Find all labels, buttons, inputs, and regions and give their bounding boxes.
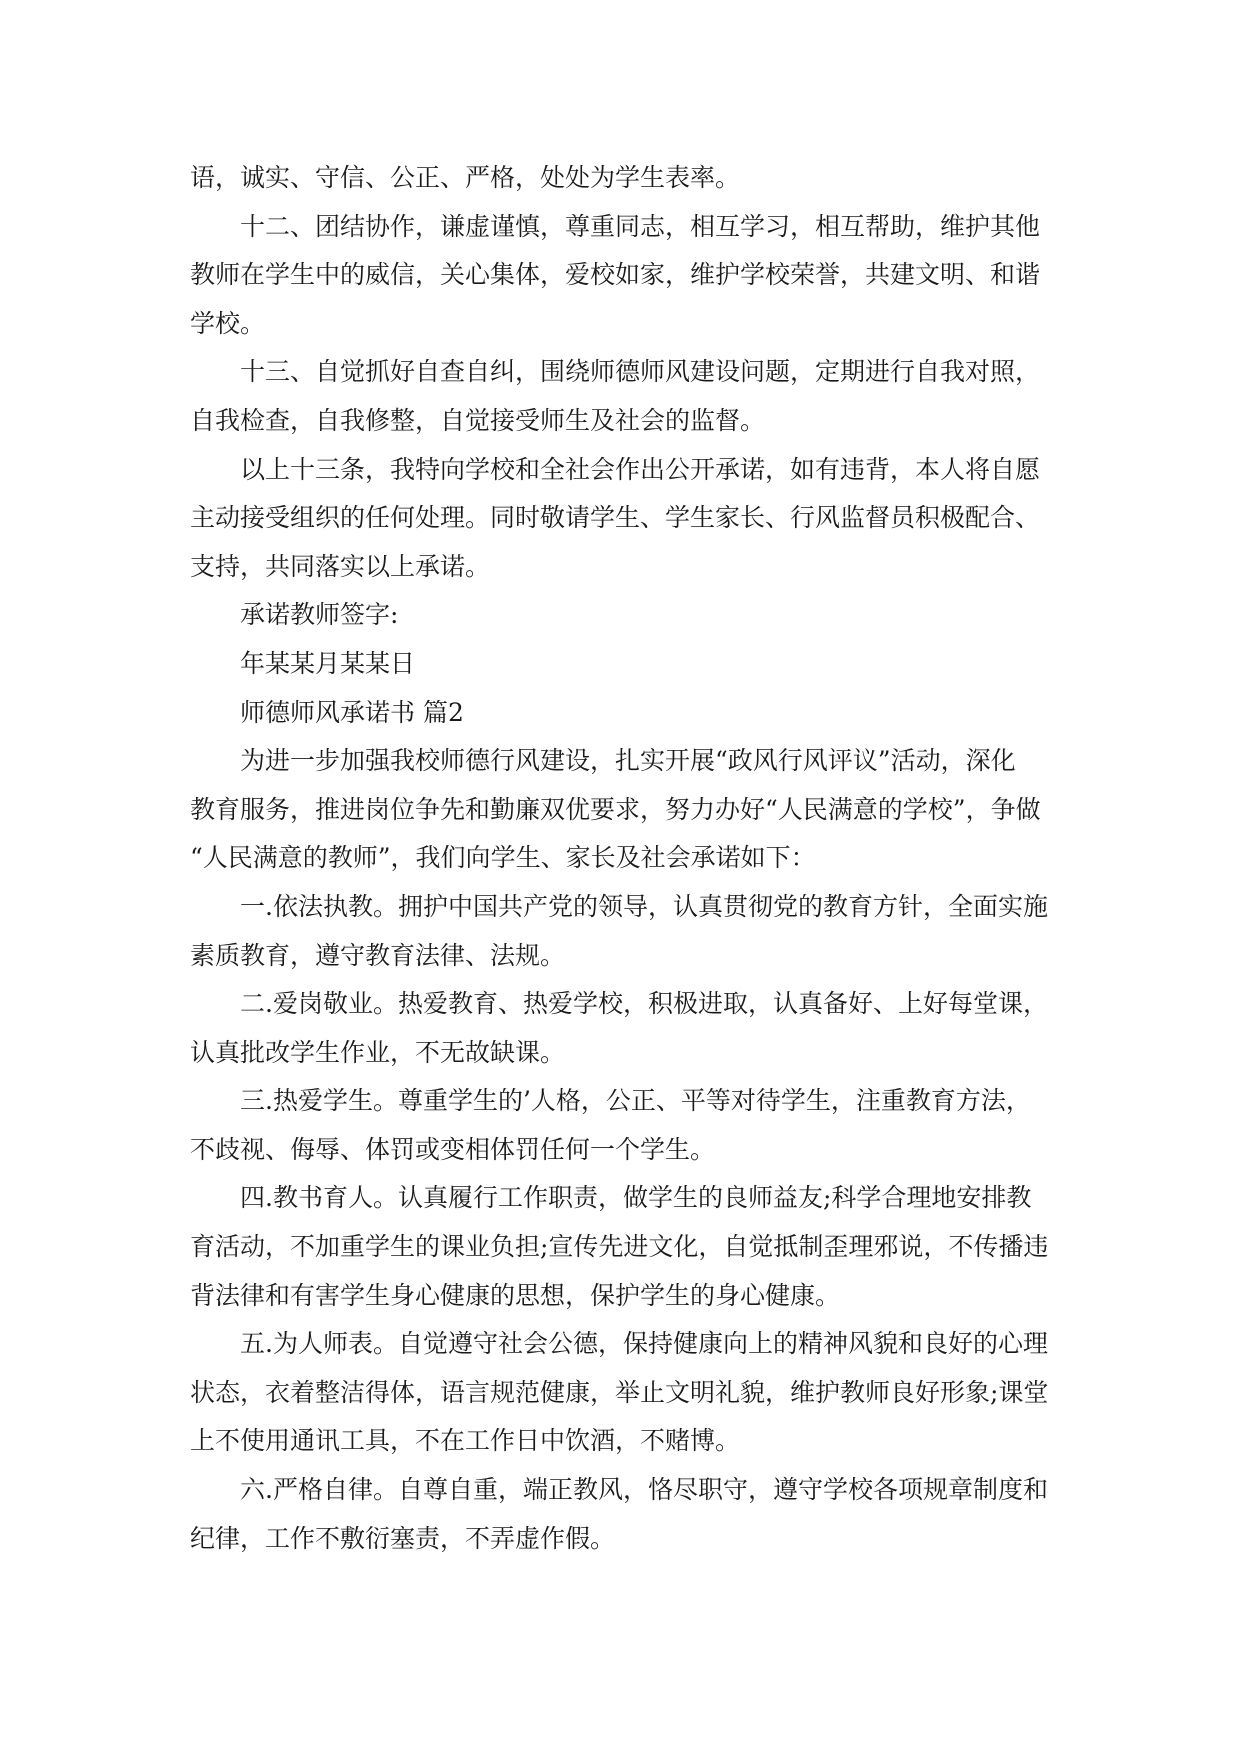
text-line: 主动接受组织的任何处理。同时敬请学生、学生家长、行风监督员积极配合、: [190, 503, 1041, 533]
text-line: 背法律和有害学生身心健康的思想，保护学生的身心健康。: [190, 1280, 841, 1310]
text-line: 认真批改学生作业，不无故缺课。: [190, 1037, 566, 1067]
text-line: 年某某月某某日: [240, 648, 416, 678]
text-line: 二.爱岗敬业。热爱教育、热爱学校，积极进取，认真备好、上好每堂课，: [240, 989, 1048, 1019]
text-line: 育活动，不加重学生的课业负担;宣传先进文化，自觉抵制歪理邪说，不传播违: [190, 1232, 1049, 1262]
text-line: 语，诚实、守信、公正、严格，处处为学生表率。: [190, 163, 741, 192]
text-line: 自我检查，自我修整，自觉接受师生及社会的监督。: [190, 405, 766, 435]
text-line: 纪律，工作不敷衍塞责，不弄虚作假。: [190, 1523, 616, 1553]
text-line: 支持，共同落实以上承诺。: [190, 551, 491, 581]
text-line: 五.为人师表。自觉遵守社会公德，保持健康向上的精神风貌和良好的心理: [240, 1329, 1048, 1359]
text-line: 以上十三条，我特向学校和全社会作出公开承诺，如有违背，本人将自愿: [240, 454, 1041, 484]
text-line: “人民满意的教师”，我们向学生、家长及社会承诺如下：: [190, 843, 816, 873]
text-line: 十二、团结协作，谦虚谨慎，尊重同志，相互学习，相互帮助，维护其他: [240, 211, 1041, 241]
text-line: 学校。: [190, 308, 266, 338]
text-line: 一.依法执教。拥护中国共产党的领导，认真贯彻党的教育方针，全面实施: [240, 891, 1048, 921]
text-line: 为进一步加强我校师德行风建设，扎实开展“政风行风评议”活动，深化: [240, 746, 1016, 776]
text-line: 六.严格自律。自尊自重，端正教风，恪尽职守，遵守学校各项规章制度和: [240, 1475, 1048, 1505]
text-line: 不歧视、侮辱、体罚或变相体罚任何一个学生。: [190, 1134, 716, 1164]
text-line: 上不使用通讯工具，不在工作日中饮酒，不赌博。: [190, 1426, 741, 1456]
text-line: 三.热爱学生。尊重学生的’人格，公正、平等对待学生，注重教育方法，: [240, 1086, 1031, 1116]
document-body: [190, 154, 1060, 1563]
text-line: 状态，衣着整洁得体，语言规范健康，举止文明礼貌，维护教师良好形象;课堂: [190, 1377, 1049, 1407]
text-line: 教育服务，推进岗位争先和勤廉双优要求，努力办好“人民满意的学校”，争做: [190, 794, 1041, 824]
text-line: 承诺教师签字:: [240, 600, 399, 630]
text-line: 四.教书育人。认真履行工作职责，做学生的良师益友;科学合理地安排教: [240, 1183, 1032, 1213]
text-line: 十三、自觉抓好自查自纠，围绕师德师风建设问题，定期进行自我对照，: [240, 357, 1041, 387]
text-line: 师德师风承诺书 篇2: [240, 697, 464, 727]
text-line: 素质教育，遵守教育法律、法规。: [190, 940, 566, 970]
text-line: 教师在学生中的威信，关心集体，爱校如家，维护学校荣誉，共建文明、和谐: [190, 260, 1041, 290]
